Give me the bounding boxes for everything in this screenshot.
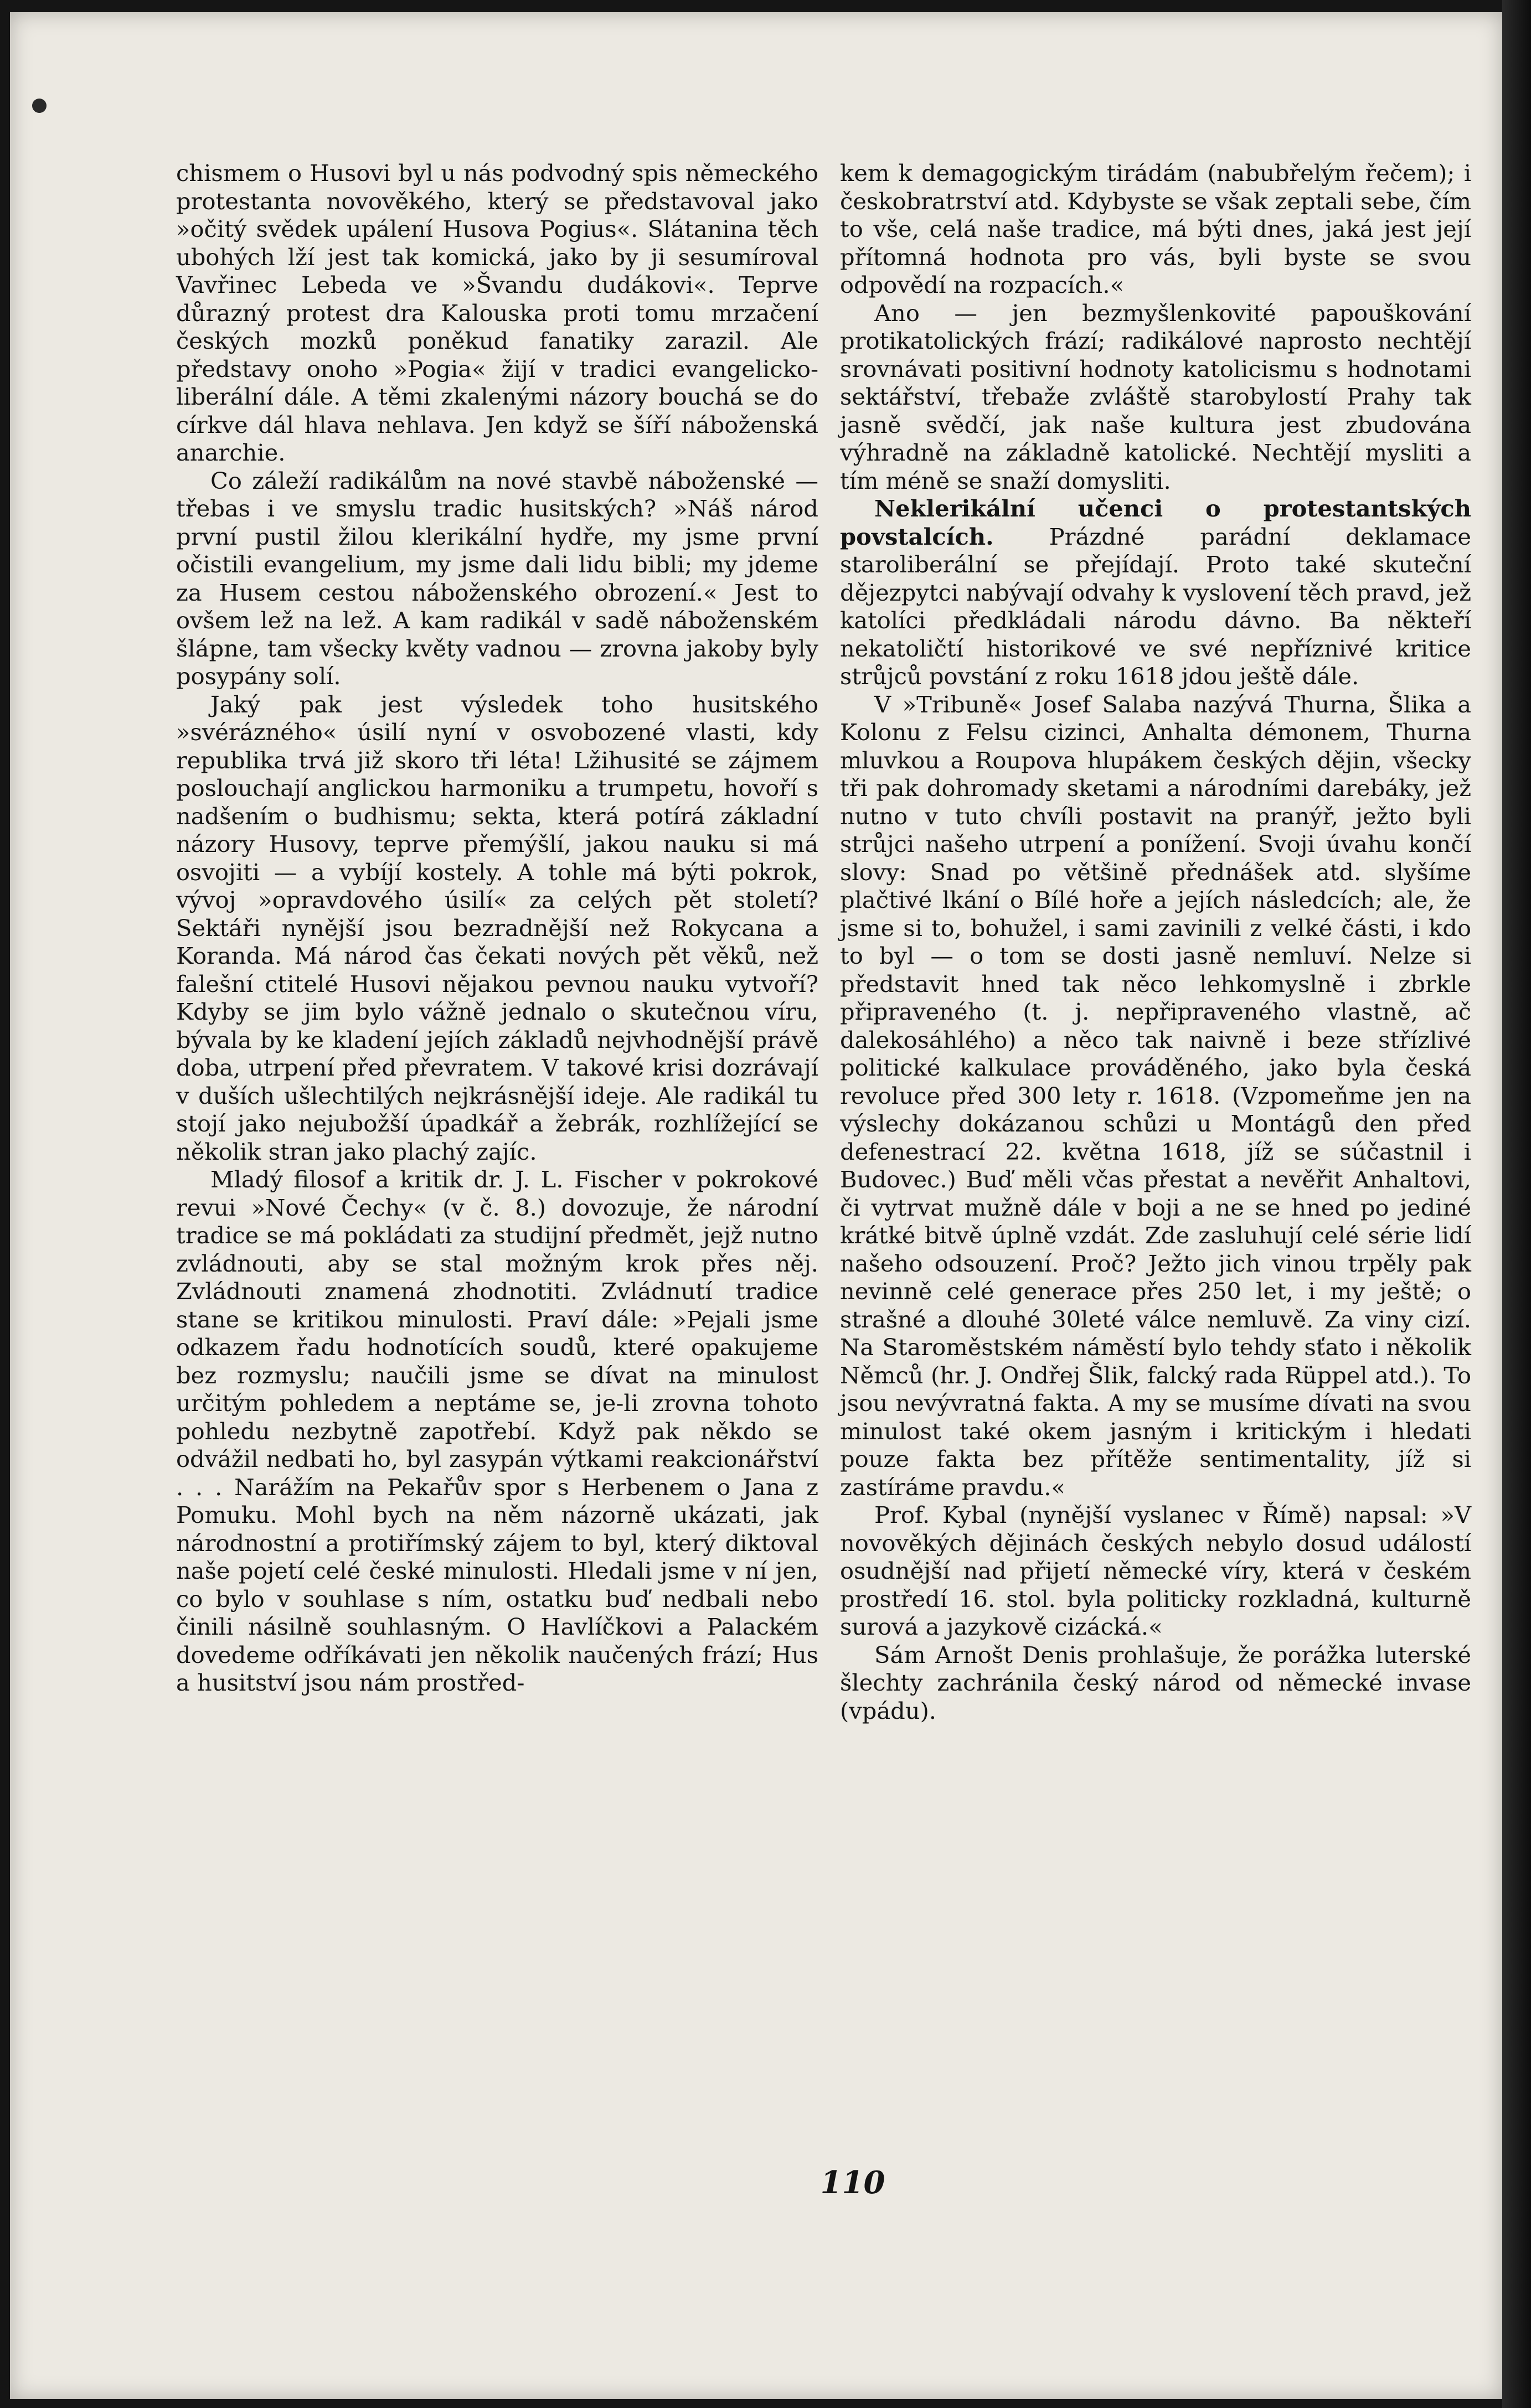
- paragraph-body: Prázdné parádní deklamace staroliberální se přejídají. Proto také skuteční dějezpytci nabývají odvahy k vyslovení těch pravd, jež katolíci předkládali národu dávno. Ba někteří nekatoličtí historikové ve své nepříznivé kritice strůjců povstání z roku 1618 jdou ještě dále.: [840, 523, 1471, 690]
- right-column: [840, 159, 1471, 1725]
- paragraph: Mladý filosof a kritik dr. J. L. Fischer v pokrokové revui »Nové Čechy« (v č. 8.) dovozuje, že národní tradice se má pokládati za studijní předmět, jejž nutno zvládnouti, aby se stal možným krok přes něj. Zvládnouti znamená zhodnotiti. Zvládnutí tradice stane se kritikou minulosti. Praví dále: »Pejali jsme odkazem řadu hodnotících soudů, které opakujeme bez rozmyslu; naučili jsme se dívat na minulost určitým pohledem a neptáme se, je-li zrovna tohoto pohledu nezbytně zapotřebí. Když pak někdo se odvážil nedbati ho, byl zasypán výtkami reakcionářství . . . Narážím na Pekařův spor s Herbenem o Jana z Pomuku. Mohl bych na něm názorně ukázati, jak národnostní a protiřímský zájem to byl, který diktoval naše pojetí celé české minulosti. Hledali jsme v ní jen, co bylo v souhlase s ním, ostatku buď nedbali nebo činili násilně souhlasným. O Havlíčkovi a Palackém dovedeme odříkávati jen několik naučených frází; Hus a husitství jsou nám prostřed-: [176, 1166, 818, 1696]
- paragraph: Sám Arnošt Denis prohlašuje, že porážka luterské šlechty zachránila český národ od německé invase (vpádu).: [840, 1641, 1471, 1724]
- page-edge-shadow: [1502, 0, 1531, 2408]
- paragraph: Co záleží radikálům na nové stavbě náboženské — třebas i ve smyslu tradic husitských? »Náš národ první pustil žilou klerikální hydře, my jsme první očistili evangelium, my jsme dali lidu bibli; my jdeme za Husem cestou náboženského obrození.« Jest to ovšem lež na lež. A kam radikál v sadě náboženském šlápne, tam všecky květy vadnou — zrovna jakoby byly posypány solí.: [176, 467, 818, 690]
- paragraph: [840, 495, 1471, 691]
- paragraph: Jaký pak jest výsledek toho husitského »svérázného« úsilí nyní v osvobozené vlasti, kdy republika trvá již skoro tři léta! Lžihusité se zájmem poslouchají anglickou harmoniku a trumpetu, hovoří s nadšením o budhismu; sekta, která potírá základní názory Husovy, teprve přemýšlí, jakou nauku si má osvojiti — a vybíjí kostely. A tohle má býti pokrok, vývoj »opravdového úsilí« za celých pět století? Sektáři nynější jsou bezradnější než Rokycana a Koranda. Má národ čas čekati nových pět věků, než falešní ctitelé Husovi nějakou pevnou nauku vytvoří? Kdyby se jim bylo vážně jednalo o skutečnou víru, bývala by ke kladení jejích základů nejvhodnější právě doba, utrpení před převratem. V takové krisi dozrávají v duších ušlechtilých nejkrásnější ideje. Ale radikál tu stojí jako nejubožší úpadkář a žebrák, rozhlížející se několik stran jako plachý zajíc.: [176, 690, 818, 1165]
- paragraph-lead-heading: Neklerikální učenci o protestantských povstalcích.: [840, 495, 1471, 550]
- paragraph: chismem o Husovi byl u nás podvodný spis německého protestanta novověkého, který se představoval jako »očitý svědek upálení Husova Pogius«. Slátanina těch ubohých lží jest tak komická, jako by ji sesumíroval Vavřinec Lebeda ve »Švandu dudákovi«. Teprve důrazný protest dra Kalouska proti tomu mrzačení českých mozků poněkud fanatiky zarazil. Ale představy onoho »Pogia« žijí v tradici evangelicko-liberální dále. A těmi zkalenými názory bouchá se do církve dál hlava nehlava. Jen když se šíří náboženská anarchie.: [176, 159, 818, 466]
- scan-speck: [32, 99, 47, 113]
- paragraph: Prof. Kybal (nynější vyslanec v Římě) napsal: »V novověkých dějinách českých nebylo dosud událostí osudnější nad přijetí německé víry, která v českém prostředí 16. stol. byla politicky rozkladná, kulturně surová a jazykově cizácká.«: [840, 1501, 1471, 1640]
- paragraph: V »Tribuně« Josef Salaba nazývá Thurna, Šlika a Kolonu z Felsu cizinci, Anhalta démonem, Thurna mluvkou a Roupova hlupákem českých dějin, všecky tři pak dohromady sketami a národními darebáky, jež nutno v tuto chvíli postavit na pranýř, ježto byli strůjci našeho utrpení a ponížení. Svoji úvahu končí slovy: Snad po většině přednášek atd. slyšíme plačtivé lkání o Bílé hoře a jejích následcích; ale, že jsme si to, bohužel, i sami zavinili z velké části, i kdo to byl — o tom se dosti jasně nemluví. Nelze si představit hned tak něco lehkomyslně i zbrkle připraveného (t. j. nepřipraveného vlastně, ač dalekosáhlého) a něco tak naivně i beze střízlivé politické kalkulace prováděného, jako byla česká revoluce před 300 lety r. 1618. (Vzpomeňme jen na výslechy dokázanou schůzi u Montágů den před defenestrací 22. května 1618, jíž se súčastnil i Budovec.) Buď měli včas přestat a nevěřit Anhaltovi, či vytrvat mužně dále v boji a ne se hned po jediné krátké bitvě úplně vzdát. Zde zasluhují celé série lidí našeho odsouzení. Proč? Ježto jich vinou trpěly pak nevinně celé generace přes 250 let, i my ještě; o strašné a dlouhé 30leté válce nemluvě. Za viny cizí. Na Staroměstském náměstí bylo tehdy sťato i několik Němců (hr. J. Ondřej Šlik, falcký rada Rüppel atd.). To jsou nevývratná fakta. A my se musíme dívati na svou minulost také okem jasným i kritickým i hledati pouze fakta bez přítěže sentimentality, jíž si zastíráme pravdu.«: [840, 690, 1471, 1501]
- page-number: 110: [820, 2164, 885, 2201]
- left-column: [176, 159, 818, 1697]
- paragraph: Ano — jen bezmyšlenkovité papouškování protikatolických frází; radikálové naprosto nechtějí srovnávati positivní hodnoty katolicismu s hodnotami sektářství, třebaže zvláště starobylostí Prahy tak jasně svědčí, jak naše kultura jest zbudována výhradně na základně katolické. Nechtějí mysliti a tím méně se snaží domysliti.: [840, 299, 1471, 494]
- paragraph: kem k demagogickým tirádám (nabubřelým řečem); i českobratrství atd. Kdybyste se však zeptali sebe, čím to vše, celá naše tradice, má býti dnes, jaká jest její přítomná hodnota pro vás, byli byste se svou odpovědí na rozpacích.«: [840, 159, 1471, 298]
